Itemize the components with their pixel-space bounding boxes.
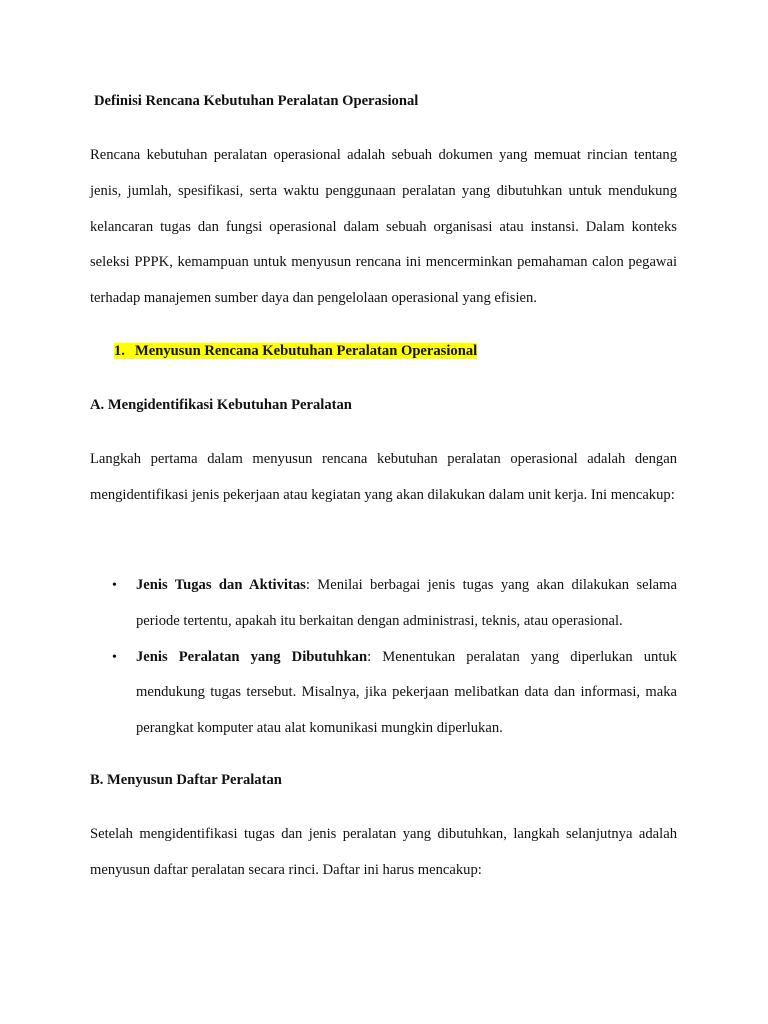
- intro-paragraph: Rencana kebutuhan peralatan operasional adalah sebuah dokumen yang memuat rincian tentang jenis, jumlah, spesifikasi, serta waktu penggunaan peralatan yang dibutuhkan untuk mendukung kelancaran tugas dan fungsi operasional dalam sebuah organisasi atau instansi. Dalam konteks seleksi PPPK, kemampuan untuk menyusun rencana ini mencerminkan pemahaman calon pegawai terhadap manajemen sumber daya dan pengelolaan operasional yang efisien.: [90, 147, 677, 307]
- section-1-title: Menyusun Rencana Kebutuhan Peralatan Operasional: [135, 343, 478, 359]
- section-a-bullet-list: [90, 568, 677, 747]
- bullet-icon: •: [112, 578, 117, 593]
- section-a-heading: A. Mengidentifikasi Kebutuhan Peralatan: [90, 397, 352, 413]
- section-1-number: 1.: [114, 343, 125, 359]
- section-b-paragraph: Setelah mengidentifikasi tugas dan jenis peralatan yang dibutuhkan, langkah selanjutnya adalah menyusun daftar peralatan secara rinci. Daftar ini harus mencakup:: [90, 826, 677, 878]
- bullet-text: : Menilai berbagai jenis tugas yang akan dilakukan selama periode tertentu, apakah itu berkaitan dengan administrasi, teknis, atau operasional.: [136, 577, 677, 629]
- bullet-term: Jenis Peralatan yang Dibutuhkan: [136, 648, 368, 665]
- list-item: [90, 640, 677, 747]
- bullet-icon: •: [112, 649, 117, 665]
- bullet-term: Jenis Tugas dan Aktivitas: [136, 577, 306, 593]
- list-item: [90, 568, 677, 640]
- section-1-heading: [114, 343, 477, 360]
- bullet-text: : Menentukan peralatan yang diperlukan untuk mendukung tugas tersebut. Misalnya, jika pekerjaan melibatkan data dan informasi, maka perangkat komputer atau alat komunikasi mungkin diperlukan.: [136, 648, 677, 737]
- section-b-heading: B. Menyusun Daftar Peralatan: [90, 772, 282, 788]
- section-a-paragraph: Langkah pertama dalam menyusun rencana kebutuhan peralatan operasional adalah dengan mengidentifikasi jenis pekerjaan atau kegiatan yang akan dilakukan dalam unit kerja. Ini mencakup:: [90, 451, 677, 503]
- section-1-highlight: [114, 343, 477, 359]
- document-title: Definisi Rencana Kebutuhan Peralatan Operasional: [94, 93, 419, 109]
